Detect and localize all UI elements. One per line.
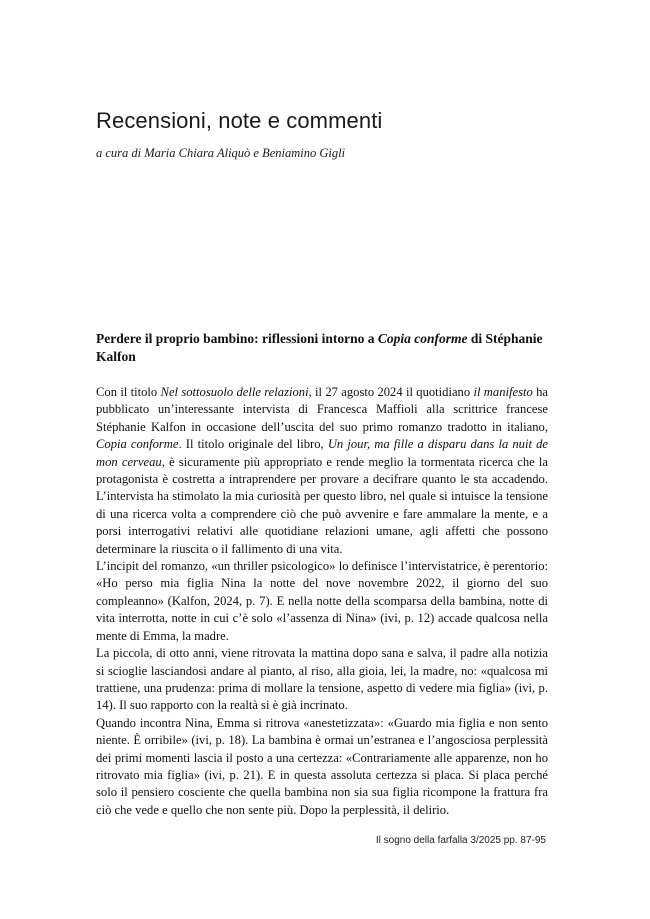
paragraph-3: La piccola, di otto anni, viene ritrovata la mattina dopo sana e salva, il padre alla notizia si scioglie lasciandosi andare al pianto, al riso, alla gioia, lei, la madre, no: «qualcosa mi trattiene, una prudenza: prima di mollare la tensione, aspetto di vedere mia figlia» (ivi, p. 14). Il suo rapporto con la realtà si è già incrinato.	[96, 646, 548, 713]
article-body	[96, 384, 548, 819]
editors-line: a cura di Maria Chiara Aliquò e Beniamino Gigli	[96, 146, 346, 160]
section-title: Recensioni, note e commenti	[96, 108, 383, 133]
article-title-suffix: di Stéphanie Kalfon	[96, 331, 543, 364]
paragraph-4: Quando incontra Nina, Emma si ritrova «anestetizzata»: «Guardo mia figlia e non sento niente. È orribile» (ivi, p. 18). La bambina è ormai un’estranea e l’angosciosa perplessità dei primi momenti lascia il posto a una certezza: «Contrariamente alle apparenze, non ho ritrovato mia figlia» (ivi, p. 21). E in questa assoluta certezza si placa. Si placa perché solo il pensiero cosciente che quella bambina non sia sua figlia ricompone la frattura fra ciò che vede e quello che non sente più. Dopo la perplessità, il delirio.	[96, 715, 548, 817]
p1-text-e: ha pubblicato un’interessante intervista di Francesca Maffioli alla scrittrice francese Stéphanie Kalfon in occasione dell’uscita del suo primo romanzo tradotto in italiano,	[96, 385, 548, 434]
p1-text-g: . Il titolo originale del libro,	[178, 437, 328, 452]
paragraph-2: L’incipit del romanzo, «un thriller psicologico» lo definisce l’intervistatrice, è perentorio: «Ho perso mia figlia Nina la notte del nove novembre 2022, il giorno del suo compleanno» (Kalfon, 2024, p. 7). E nella notte della scomparsa della bambina, notte di vita interrotta, notte in cui c’è solo «l’assenza di Nina» (ivi, p. 12) accade qualcosa nella mente di Emma, la madre.	[96, 559, 548, 643]
p1-original-title: Un jour, ma fille a disparu dans la nuit de mon cerveau	[96, 437, 548, 469]
p1-text-i: , è sicuramente più appropriato e rende meglio la tormentata ricerca che la protagonista è costretta a intraprendere per provare a decifrare quanto le sta accadendo. L’intervista ha stimolato la mia curiosità per questo libro, nel quale si intuisce la tensione di una ricerca volta a comprendere ciò che può avvenire e fare ammalare la mente, e a porsi interrogativi relativi alle quotidiane relazioni umane, agli affetti che possono determinare la riuscita o il fallimento di una vita.	[96, 454, 548, 556]
paragraph-1	[96, 384, 548, 558]
p1-text-a: Con il titolo	[96, 385, 161, 399]
p1-article-title: Nel sottosuolo delle relazioni	[160, 385, 309, 399]
article-title	[96, 330, 546, 366]
p1-book-title: Copia conforme	[96, 437, 179, 452]
article-title-prefix: Perdere il proprio bambino: riflessioni intorno a	[96, 331, 378, 346]
p1-newspaper: il manifesto	[473, 385, 533, 399]
article-title-book: Copia conforme	[377, 331, 468, 346]
footer-citation: Il sogno della farfalla 3/2025 pp. 87-95	[375, 835, 546, 846]
p1-text-c: , il 27 agosto 2024 il quotidiano	[308, 385, 474, 399]
